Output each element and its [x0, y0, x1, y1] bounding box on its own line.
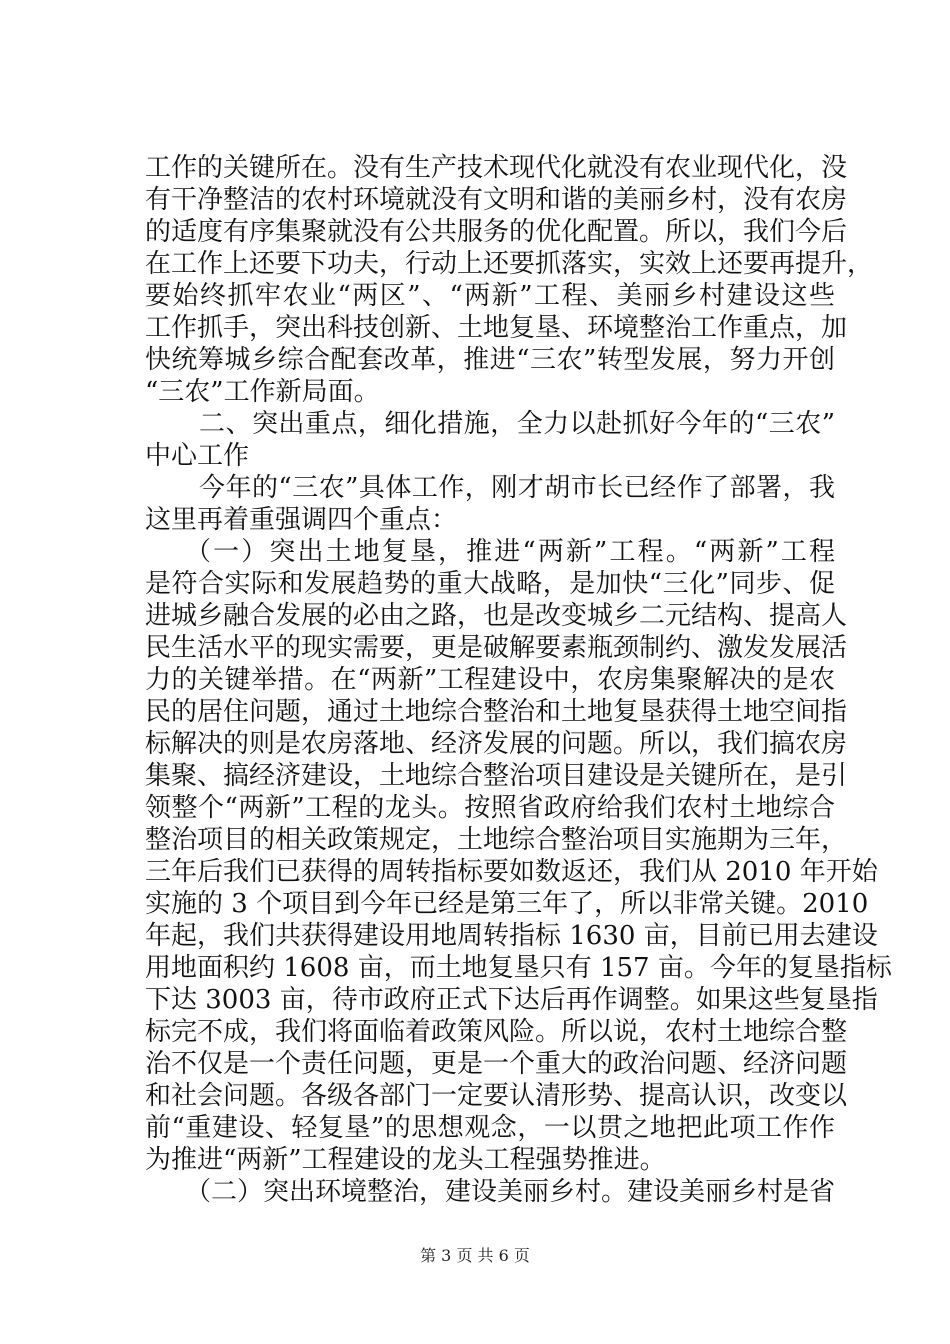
text-line: 工作的关键所在。没有生产技术现代化就没有农业现代化，没: [145, 153, 848, 183]
text-line: 为推进“两新”工程建设的龙头工程强势推进。: [145, 1145, 666, 1175]
text-line: 年起，我们共获得建设用地周转指标 1630 亩，目前已用去建设: [145, 921, 878, 951]
text-line: 这里再着重强调四个重点：: [145, 505, 458, 535]
text-line: 民的居住问题，通过土地综合整治和土地复垦获得土地空间指: [145, 697, 848, 727]
text-line: 集聚、搞经济建设，土地综合整治项目建设是关键所在，是引: [145, 761, 848, 791]
text-line: 三年后我们已获得的周转指标要如数返还，我们从 2010 年开始: [145, 857, 878, 887]
text-line: 和社会问题。各级各部门一定要认清形势、提高认识，改变以: [145, 1081, 848, 1111]
text-line: 有干净整洁的农村环境就没有文明和谐的美丽乡村，没有农房: [145, 185, 848, 215]
text-line: 是符合实际和发展趋势的重大战略，是加快“三化”同步、促: [145, 569, 835, 599]
text-line: 在工作上还要下功夫，行动上还要抓落实，实效上还要再提升，: [145, 249, 874, 279]
text-line: 力的关键举措。在“两新”工程建设中，农房集聚解决的是农: [145, 665, 835, 695]
text-line: 前“重建设、轻复垦”的思想观念，一以贯之地把此项工作作: [145, 1113, 835, 1143]
text-line: （一）突出土地复垦，推进“两新”工程。“两新”工程: [185, 537, 835, 567]
text-line: 领整个“两新”工程的龙头。按照省政府给我们农村土地综合: [145, 793, 835, 823]
text-line: 治不仅是一个责任问题，更是一个重大的政治问题、经济问题: [145, 1049, 848, 1079]
document-body: [145, 152, 892, 1208]
text-line: 快统筹城乡综合配套改革，推进“三农”转型发展，努力开创: [145, 345, 835, 375]
text-line: 标完不成，我们将面临着政策风险。所以说，农村土地综合整: [145, 1017, 848, 1047]
text-line: 下达 3003 亩，待市政府正式下达后再作调整。如果这些复垦指: [145, 985, 878, 1015]
text-line: 进城乡融合发展的必由之路，也是改变城乡二元结构、提高人: [145, 601, 848, 631]
text-line: “三农”工作新局面。: [145, 377, 380, 407]
text-line: （二）突出环境整治，建设美丽乡村。建设美丽乡村是省: [185, 1177, 836, 1207]
text-line: 民生活水平的现实需要，更是破解要素瓶颈制约、激发发展活: [145, 633, 848, 663]
text-line: 实施的 3 个项目到今年已经是第三年了，所以非常关键。2010: [145, 889, 869, 919]
text-line: 二、突出重点，细化措施，全力以赴抓好今年的“三农”: [199, 409, 835, 439]
text-line: 中心工作: [145, 441, 250, 471]
text-line: 要始终抓牢农业“两区”、“两新”工程、美丽乡村建设这些: [145, 281, 835, 311]
text-line: 整治项目的相关政策规定，土地综合整治项目实施期为三年，: [145, 825, 848, 855]
text-line: 工作抓手，突出科技创新、土地复垦、环境整治工作重点，加: [145, 313, 848, 343]
page-footer: 第 3 页 共 6 页: [420, 1246, 530, 1265]
text-line: 标解决的则是农房落地、经济发展的问题。所以，我们搞农房: [145, 729, 848, 759]
text-line: 今年的“三农”具体工作，刚才胡市长已经作了部署，我: [199, 473, 835, 503]
text-line: 的适度有序集聚就没有公共服务的优化配置。所以，我们今后: [145, 217, 848, 247]
text-line: 用地面积约 1608 亩，而土地复垦只有 157 亩。今年的复垦指标: [145, 953, 892, 983]
